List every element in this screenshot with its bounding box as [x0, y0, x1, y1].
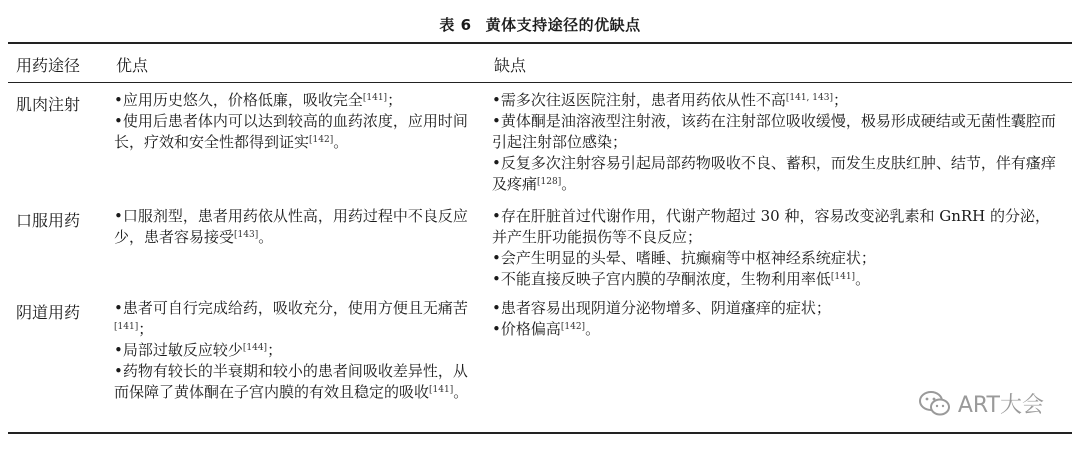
list-item: •黄体酮是油溶液型注射液，该药在注射部位吸收缓慢，极易形成硬结或无菌性囊腔而引起注射部位感染；	[492, 112, 1056, 151]
pros-cell-vaginal	[114, 298, 474, 403]
watermark	[918, 388, 1044, 419]
list-item: •存在肝脏首过代谢作用，代谢产物超过 30 种，容易改变泌乳素和 GnRH 的分泌，并产生肝功能损伤等不良反应；	[492, 207, 1051, 246]
route-vaginal: 阴道用药	[16, 303, 81, 322]
list-item: •价格偏高[142]。	[492, 320, 601, 338]
citation: [142]	[560, 322, 586, 332]
table-number: 表 6	[439, 16, 472, 34]
citation: [141]	[114, 322, 139, 332]
list-item: •局部过敏反应较少[144]；	[114, 341, 283, 359]
list-item: •患者可自行完成给药，吸收充分，使用方便且无痛苦[141]；	[114, 299, 468, 338]
list-item: •药物有较长的半衰期和较小的患者间吸收差异性，从而保障了黄体酮在子宫内膜的有效且稳定的吸收[141]。	[114, 362, 469, 401]
citation: [128]	[537, 177, 562, 187]
header-route: 用药途径	[16, 56, 81, 75]
route-intramuscular: 肌肉注射	[16, 95, 81, 114]
table-caption	[0, 14, 1080, 35]
cons-cell-vaginal	[492, 298, 1062, 340]
citation: [143]	[234, 230, 259, 240]
list-item: •应用历史悠久，价格低廉，吸收完全[141]；	[114, 91, 403, 109]
wechat-icon	[918, 390, 952, 418]
list-item: •口服剂型，患者用药依从性高，用药过程中不良反应少，患者容易接受[143]。	[114, 207, 468, 246]
table-title: 黄体支持途径的优缺点	[485, 16, 641, 34]
header-pros: 优点	[116, 56, 149, 75]
route-oral: 口服用药	[16, 211, 81, 230]
citation: [144]	[242, 343, 268, 353]
citation: [141]	[830, 272, 856, 282]
list-item: •不能直接反映子宫内膜的孕酮浓度，生物利用率低[141]。	[492, 270, 871, 288]
list-item: •患者容易出现阴道分泌物增多、阴道瘙痒的症状；	[492, 299, 831, 317]
bottom-rule	[8, 432, 1072, 434]
cons-cell-oral	[492, 206, 1062, 290]
header-rule	[8, 82, 1072, 83]
list-item: •会产生明显的头晕、嗜睡、抗癫痫等中枢神经系统症状；	[492, 249, 876, 267]
pros-cell-intramuscular	[114, 90, 474, 153]
citation: [141]	[429, 385, 454, 395]
header-cons: 缺点	[494, 56, 527, 75]
top-rule	[8, 42, 1072, 44]
list-item: •使用后患者体内可以达到较高的血药浓度，应用时间长，疗效和安全性都得到证实[142]。	[114, 112, 468, 151]
citation: [141, 143]	[785, 93, 833, 103]
list-item: •需多次往返医院注射，患者用药依从性不高[141, 143]；	[492, 91, 848, 109]
citation: [142]	[309, 135, 334, 145]
pros-cell-oral	[114, 206, 474, 248]
list-item: •反复多次注射容易引起局部药物吸收不良、蓄积，而发生皮肤红肿、结节，伴有瘙痒及疼痛[128]。	[492, 154, 1056, 193]
cons-cell-intramuscular	[492, 90, 1062, 195]
citation: [141]	[362, 93, 388, 103]
watermark-text: ART大会	[957, 393, 1044, 418]
